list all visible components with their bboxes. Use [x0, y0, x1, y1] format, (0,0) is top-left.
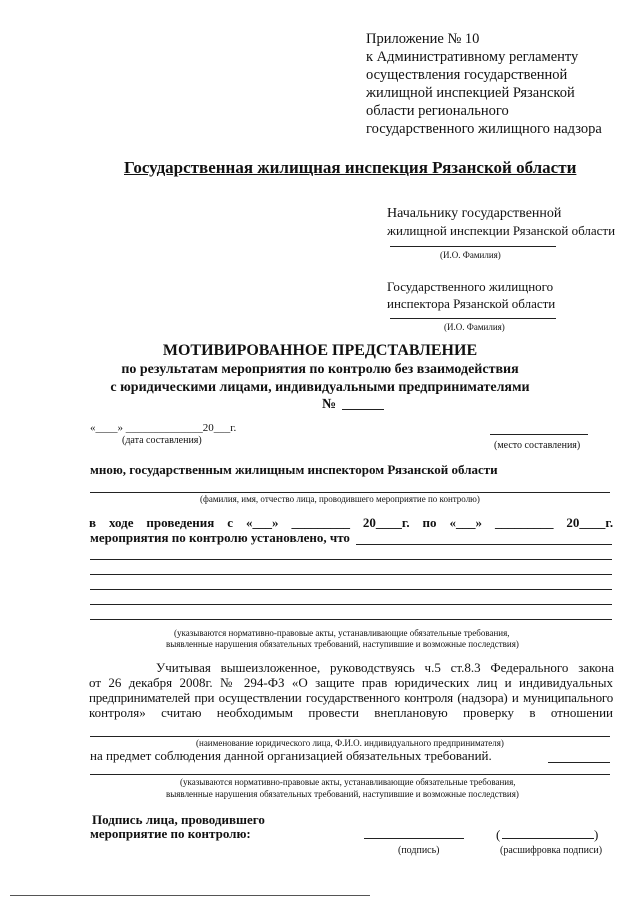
decode-paren-open: (: [496, 827, 501, 842]
requirements-hint-1: (указываются нормативно-правовые акты, устанавливающие обязательные требования,: [180, 777, 516, 787]
violation-line[interactable]: [90, 604, 612, 605]
paragraph-line1: Учитывая вышеизложенное, руководствуясь ч.5 ст.8.3 Федерального закона: [156, 660, 614, 675]
document-number-line[interactable]: [342, 409, 384, 410]
organization-title: Государственная жилищная инспекция Рязанской области: [124, 158, 577, 177]
page-bottom-rule: [10, 895, 370, 896]
period-end-year[interactable]: 20____г.: [566, 515, 614, 530]
annex-line: жилищной инспекцией Рязанской: [366, 85, 575, 101]
date-hint: (дата составления): [122, 435, 202, 446]
recipient-fio-hint: (И.О. Фамилия): [440, 250, 501, 260]
paragraph-line4: контроля» считаю необходимым провести внеплановую проверку в отношении: [89, 705, 613, 720]
violation-line[interactable]: [90, 574, 612, 575]
period-start-day[interactable]: «___»: [246, 515, 279, 530]
document-number-label: №: [322, 397, 337, 412]
period-word: по: [422, 515, 437, 530]
document-subtitle-1: по результатам мероприятия по контролю без взаимодействия: [121, 362, 519, 377]
decode-hint: (расшифровка подписи): [500, 845, 603, 856]
place-line[interactable]: [490, 434, 588, 435]
period-line: [89, 515, 613, 530]
annex-line: области регионального: [366, 103, 509, 119]
recipient-block: [387, 205, 615, 239]
signature-label-2: мероприятие по контролю:: [90, 826, 251, 841]
paragraph-line3: предпринимателей при осуществлении государственного контроля (надзора) и муниципального: [89, 690, 613, 705]
violations-hint-1: (указываются нормативно-правовые акты, устанавливающие обязательные требования,: [174, 628, 510, 638]
period-end-day[interactable]: «___»: [449, 515, 482, 530]
subject-line[interactable]: [548, 762, 610, 763]
document-title: МОТИВИРОВАННОЕ ПРЕДСТАВЛЕНИЕ: [162, 342, 478, 359]
document-subtitle-2: с юридическими лицами, индивидуальными предпринимателями: [110, 380, 530, 395]
sender-block: [387, 278, 555, 312]
period-word: ходе: [108, 515, 134, 530]
violations-hint-2: выявленные нарушения обязательных требований, наступившие и возможные последствия): [166, 639, 519, 649]
sender-line1: Государственного жилищного: [387, 279, 554, 294]
signature-label-1: Подпись лица, проводившего: [92, 812, 265, 827]
sender-fio-hint: (И.О. Фамилия): [444, 322, 505, 332]
established-line[interactable]: [356, 544, 612, 545]
violation-line[interactable]: [90, 619, 612, 620]
decode-line[interactable]: [502, 838, 594, 839]
recipient-fio-line[interactable]: [390, 246, 556, 247]
sender-line2: инспектора Рязанской области: [387, 296, 556, 311]
violation-line[interactable]: [90, 589, 612, 590]
period-word: в: [89, 515, 97, 530]
entity-line[interactable]: [90, 736, 610, 737]
period-word: с: [227, 515, 234, 530]
paragraph-line2: от 26 декабря 2008г. № 294-ФЗ «О защите прав юридических лиц и индивидуальных: [89, 675, 613, 690]
inspector-text: мною, государственным жилищным инспектором Рязанской области: [90, 462, 498, 477]
annex-line: осуществления государственной: [366, 67, 568, 83]
signature-hint: (подпись): [398, 845, 440, 856]
requirements-hint-2: выявленные нарушения обязательных требований, наступившие и возможные последствия): [166, 789, 519, 799]
annex-block: [366, 30, 602, 138]
subject-text: на предмет соблюдения данной организацией обязательных требований.: [90, 748, 492, 763]
established-text: мероприятия по контролю установлено, что: [90, 530, 350, 545]
annex-line: к Административному регламенту: [366, 49, 579, 65]
annex-line: государственного жилищного надзора: [366, 121, 602, 137]
sender-fio-line[interactable]: [390, 318, 556, 319]
date-line[interactable]: «____» ______________20___г.: [90, 422, 237, 434]
inspector-line[interactable]: [90, 492, 610, 493]
signature-line[interactable]: [364, 838, 464, 839]
decode-paren-close: ): [594, 827, 599, 842]
period-start-year[interactable]: 20____г.: [362, 515, 410, 530]
inspector-hint: (фамилия, имя, отчество лица, проводившего мероприятие по контролю): [200, 494, 480, 504]
period-start-month[interactable]: _________: [291, 515, 350, 530]
place-hint: (место составления): [494, 440, 581, 451]
entity-hint: (наименование юридического лица, Ф.И.О. индивидуального предпринимателя): [196, 738, 504, 748]
recipient-line2: жилищной инспекции Рязанской области: [387, 223, 616, 238]
period-end-month[interactable]: _________: [494, 515, 554, 530]
annex-line: Приложение № 10: [366, 31, 480, 47]
violation-line[interactable]: [90, 559, 612, 560]
period-word: проведения: [146, 515, 215, 530]
requirements-line[interactable]: [90, 774, 610, 775]
recipient-line1: Начальнику государственной: [387, 206, 562, 221]
